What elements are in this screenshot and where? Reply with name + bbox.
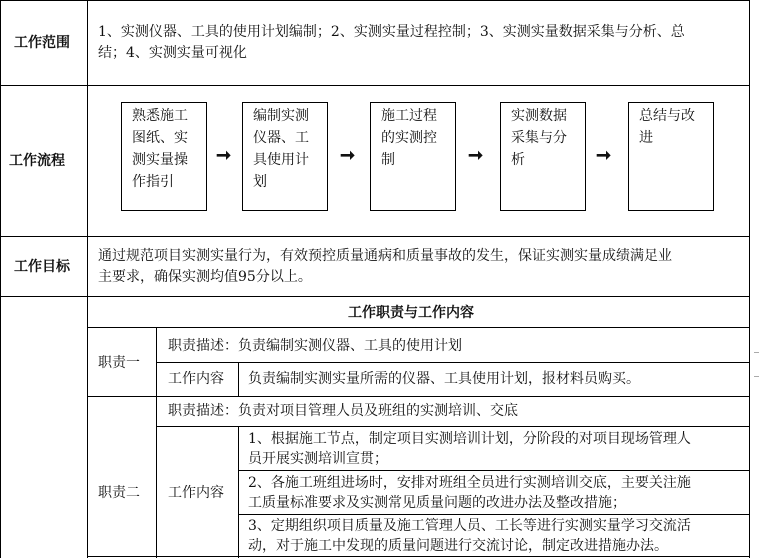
- goal-text-line1: 通过规范项目实测实量行为，有效预控质量通病和质量事故的发生，保证实测实量成绩满足业: [98, 248, 672, 264]
- step-1-line-1: 熟悉施工: [132, 108, 188, 124]
- step-2-line-2: 仪器、工: [253, 130, 309, 146]
- goal-label: 工作目标: [14, 259, 70, 275]
- step-2-line-1: 编制实测: [253, 108, 309, 124]
- duty2-item3-line1: 3、定期组织项目质量及施工管理人员、工长等进行实测实量学习交流活: [248, 518, 691, 534]
- duty2-item1-line2: 员开展实测培训宣贯；: [248, 451, 388, 467]
- step-4-line-3: 析: [511, 152, 525, 168]
- arrow-right-icon: ➞: [340, 145, 356, 166]
- duty2-content-label: 工作内容: [168, 485, 224, 501]
- duty2-item2-line1: 2、各施工班组进场时，安排对班组全员进行实测培训交底，主要关注施: [248, 475, 691, 491]
- step-1-line-2: 图纸、实: [132, 130, 188, 146]
- step-2-line-4: 划: [253, 174, 267, 190]
- step-1-line-4: 作指引: [132, 174, 174, 190]
- duties-title: 工作职责与工作内容: [348, 305, 474, 321]
- step-3-line-2: 的实测控: [381, 130, 437, 146]
- table-border-right: [749, 0, 750, 558]
- row-divider-duty2-desc: [156, 426, 750, 427]
- row-divider-goal: [0, 296, 750, 297]
- row-divider-duty1: [87, 396, 750, 397]
- duty2-item3-line2: 动，对于施工中发现的质量问题进行交流讨论，制定改进措施办法。: [248, 538, 668, 554]
- arrow-right-icon: ➞: [596, 145, 612, 166]
- goal-text-line2: 主要求，确保实测均值95分以上。: [98, 269, 312, 285]
- step-5-line-2: 进: [639, 130, 653, 146]
- duty1-content-label: 工作内容: [168, 371, 224, 387]
- step-3-line-1: 施工过程: [381, 108, 437, 124]
- row-divider-scope: [0, 85, 750, 86]
- arrow-right-icon: ➞: [216, 145, 232, 166]
- row-divider-duty2-item1: [238, 470, 750, 471]
- step-3-line-3: 制: [381, 152, 395, 168]
- content-label-divider-duty2: [238, 426, 239, 558]
- duty2-desc: 职责描述：负责对项目管理人员及班组的实测培训、交底: [168, 403, 518, 419]
- duty1-content: 负责编制实测实量所需的仪器、工具使用计划，报材料员购买。: [248, 371, 640, 387]
- process-step-3: [370, 102, 456, 211]
- content-label-divider-duty1: [238, 362, 239, 396]
- margin-tick: [754, 352, 759, 353]
- step-5-line-1: 总结与改: [639, 108, 695, 124]
- step-4-line-1: 实测数据: [511, 108, 567, 124]
- process-step-5: [628, 102, 714, 211]
- scope-text-line2: 结；4、实测实量可视化: [98, 45, 247, 61]
- scope-text-line1: 1、实测仪器、工具的使用计划编制；2、实测实量过程控制；3、实测实量数据采集与分析、总: [98, 24, 685, 40]
- duty2-item1-line1: 1、根据施工节点，制定项目实测培训计划，分阶段的对项目现场管理人: [248, 431, 691, 447]
- arrow-right-icon: ➞: [468, 145, 484, 166]
- label-column-divider: [87, 0, 88, 558]
- duty2-label: 职责二: [98, 485, 140, 501]
- table-border-left: [0, 0, 1, 558]
- step-1-line-3: 测实量操: [132, 152, 188, 168]
- row-divider-duty-title: [87, 327, 750, 328]
- duty1-desc: 职责描述：负责编制实测仪器、工具的使用计划: [168, 338, 462, 354]
- process-step-2: [242, 102, 328, 211]
- process-step-1: [121, 102, 207, 211]
- step-2-line-3: 具使用计: [253, 152, 309, 168]
- process-step-4: [500, 102, 586, 211]
- row-divider-process: [0, 236, 750, 237]
- process-label: 工作流程: [9, 153, 65, 169]
- duty1-label: 职责一: [98, 355, 140, 371]
- step-4-line-2: 采集与分: [511, 130, 567, 146]
- table-border-top: [0, 0, 750, 1]
- row-divider-duty1-desc: [156, 362, 750, 363]
- duty2-item2-line2: 工质量标准要求及实测常见质量问题的改进办法及整改措施；: [248, 495, 626, 511]
- margin-tick: [754, 376, 759, 377]
- scope-label: 工作范围: [14, 35, 70, 51]
